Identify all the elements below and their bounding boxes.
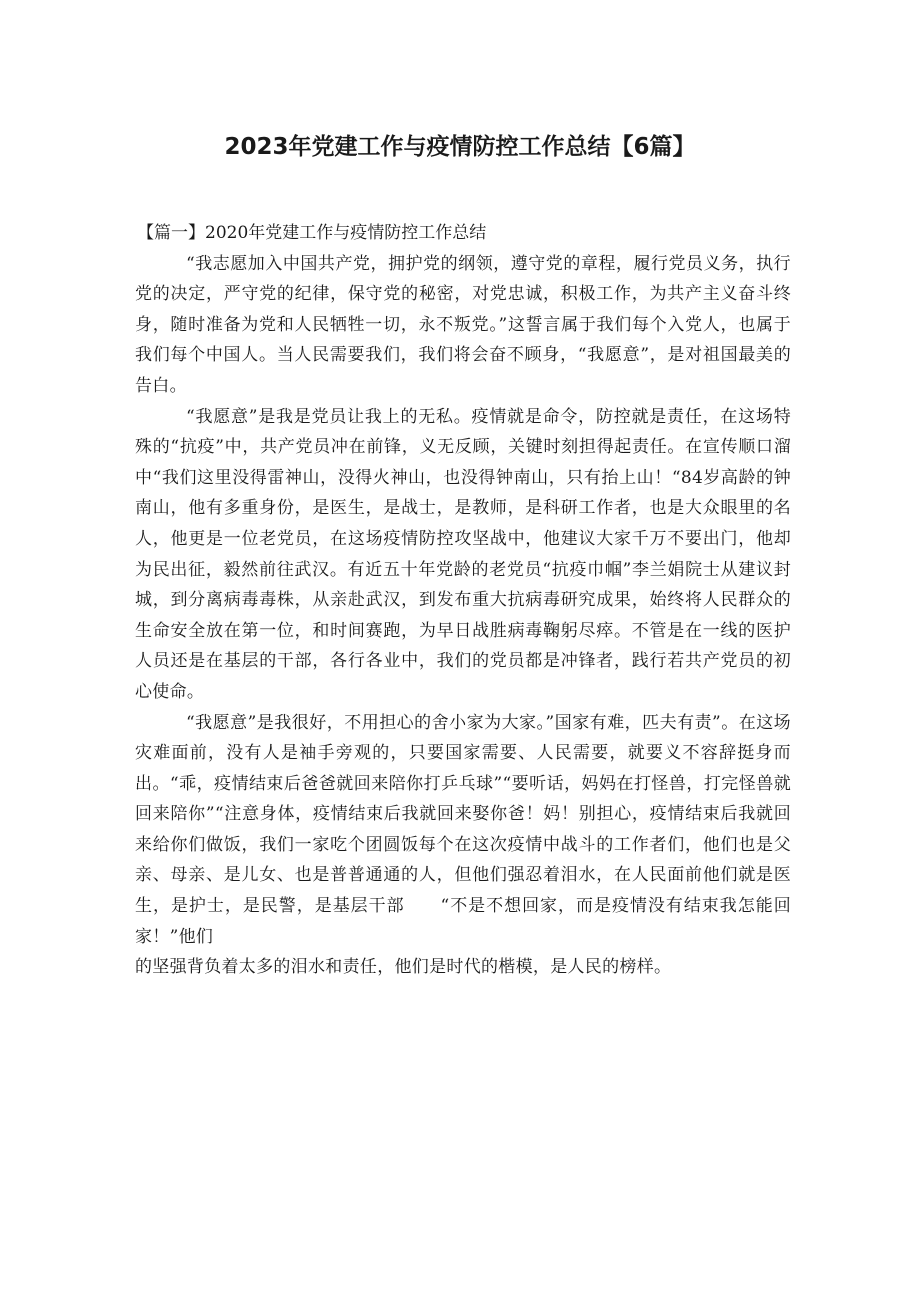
paragraph-family: “我愿意”是我很好，不用担心的舍小家为大家。”国家有难，匹夫有责”。在这场灾难面前，没有人是袖手旁观的，只要国家需要、人民需要，就要义不容辞挺身而出。“乖，疫情结束后爸爸就回来陪你打乒乓球”“要听话，妈妈在打怪兽，打完怪兽就回来陪你”“注意身体，疫情结束后我就回来娶你爸！妈！别担心，疫情结束后我就回来给你们做饭，我们一家吃个团圆饭每个在这次疫情中战斗的工作者们，他们也是父亲、母亲、是儿女、也是普普通通的人，但他们强忍着泪水，在人民面前他们就是医生，是护士，是民警，是基层干部 “不是不想回家，而是疫情没有结束我怎能回家！”他们 bbox=[135, 712, 791, 947]
document-title: 2023年党建工作与疫情防控工作总结【6篇】 bbox=[224, 134, 696, 161]
section-heading: 【篇一】2020年党建工作与疫情防控工作总结 bbox=[137, 223, 487, 243]
paragraph-oath: “我志愿加入中国共产党，拥护党的纲领，遵守党的章程，履行党员义务，执行党的决定，严守党的纪律，保守党的秘密，对党忠诚，积极工作，为共产主义奋斗终身，随时准备为党和人民牺牲一切，永不叛党。”这誓言属于我们每个入党人，也属于我们每个中国人。当人民需要我们，我们将会奋不顾身，“我愿意”，是对祖国最美的告白。 bbox=[135, 253, 791, 396]
paragraph-tail: 的坚强背负着太多的泪水和责任，他们是时代的楷模，是人民的榜样。 bbox=[135, 957, 672, 978]
paragraph-selfless: “我愿意”是我是党员让我上的无私。疫情就是命令，防控就是责任，在这场特殊的“抗疫”中，共产党员冲在前锋，义无反顾，关键时刻担得起责任。在宣传顺口溜中“我们这里没得雷神山，没得火神山，也没得钟南山，只有抬上山！“84岁高龄的钟南山，他有多重身份，是医生，是战士，是教师，是科研工作者，也是大众眼里的名人，他更是一位老党员，在这场疫情防控攻坚战中，他建议大家千万不要出门，他却为民出征，毅然前往武汉。有近五十年党龄的老党员“抗疫巾帼”李兰娟院士从建议封城，到分离病毒毒株，从亲赴武汉，到发布重大抗病毒研究成果，始终将人民群众的生命安全放在第一位，和时间赛跑，为早日战胜病毒鞠躬尽瘁。不管是在一线的医护人员还是在基层的干部，各行各业中，我们的党员都是冲锋者，践行若共产党员的初心使命。 bbox=[135, 406, 791, 702]
document-body bbox=[135, 218, 791, 983]
